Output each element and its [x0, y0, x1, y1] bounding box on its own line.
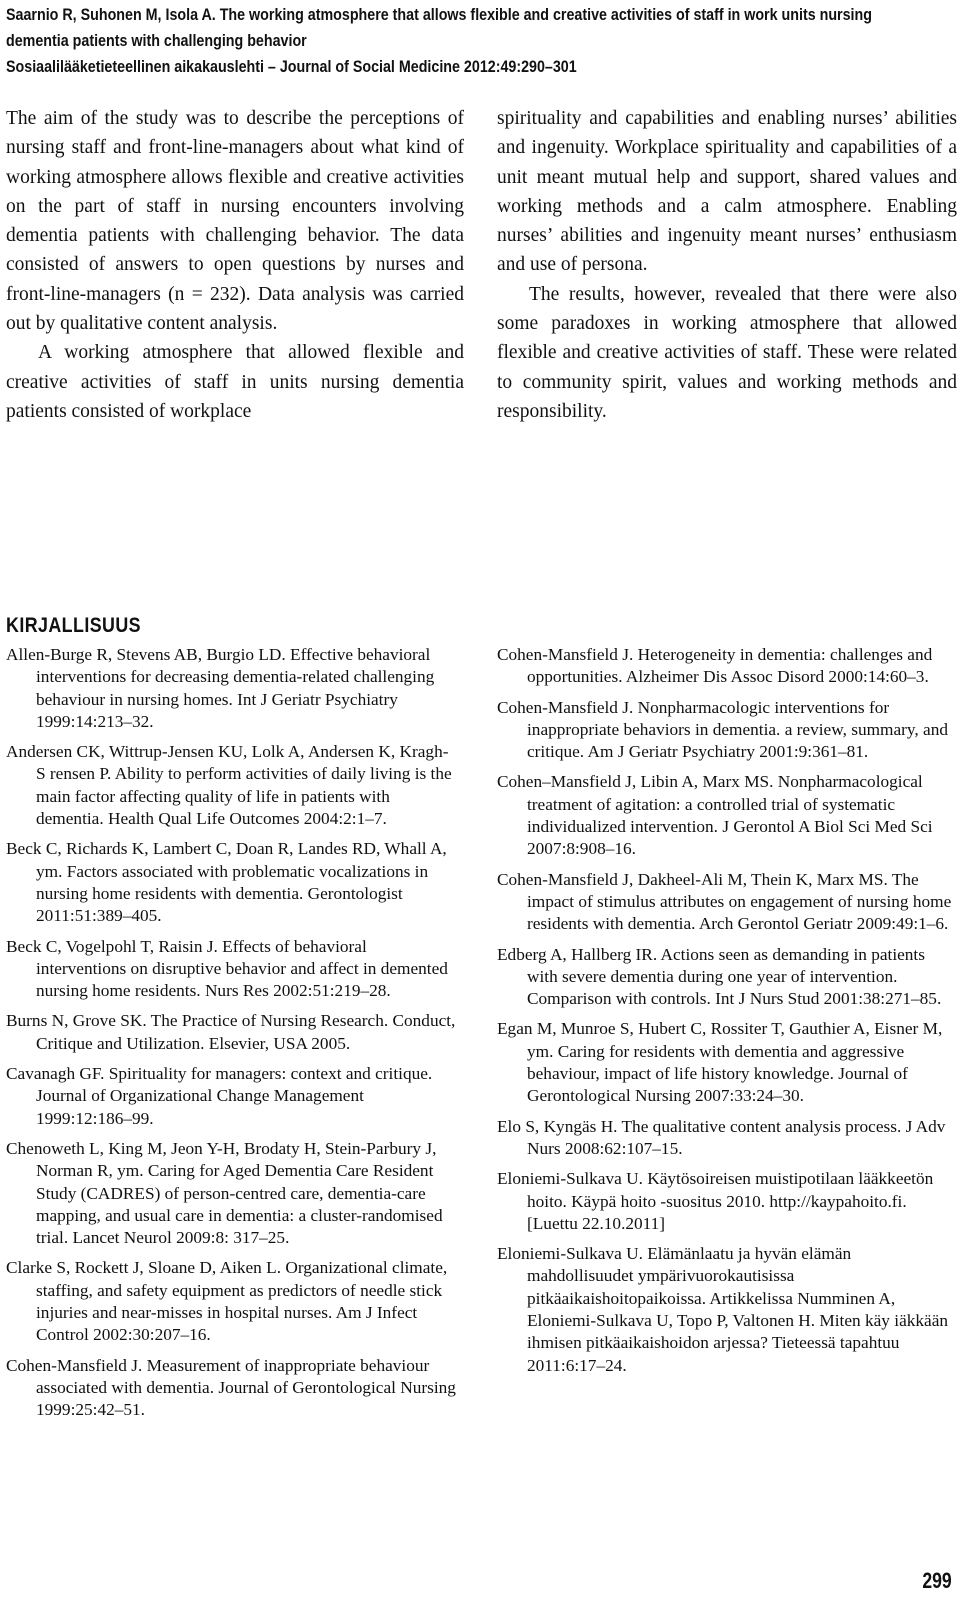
- references-left-column: [6, 644, 456, 1430]
- reference-item: Cohen-Mansfield J. Measurement of inappropriate behaviour associated with dementia. Journal of Gerontological Nursing 1999:25:42–51.: [6, 1355, 456, 1420]
- abstract-paragraph: A working atmosphere that allowed flexible and creative activities of staff in units nursing dementia patients consisted of workplace: [6, 342, 464, 422]
- abstract-paragraph: The results, however, revealed that there were also some paradoxes in working atmosphere that allowed flexible and creative activities of staff. These were related to community spirit, values and working methods and responsibility.: [497, 283, 957, 422]
- reference-item: Cohen-Mansfield J. Heterogeneity in dementia: challenges and opportunities. Alzheimer Dis Assoc Disord 2000:14:60–3.: [497, 645, 933, 687]
- reference-item: Egan M, Munroe S, Hubert C, Rossiter T, Gauthier A, Eisner M, ym. Caring for residents with dementia and aggressive behaviour, impact of life history knowledge. Journal of Gerontological Nursing 2007:33:24–30.: [497, 1019, 943, 1106]
- reference-item: Cohen-Mansfield J, Dakheel-Ali M, Thein K, Marx MS. The impact of stimulus attributes on engagement of nursing home residents with dementia. Arch Gerontol Geriatr 2009:49:1–6.: [497, 869, 952, 934]
- references-right-column: [497, 644, 957, 1385]
- reference-item: Chenoweth L, King M, Jeon Y-H, Brodaty H, Stein-Parbury J, Norman R, ym. Caring for Aged Dementia Care Resident Study (CADRES) of person-centred care, dementia-care mapping, and usual care in dementia: a cluster-randomised trial. Lancet Neurol 2009:8: 317–25.: [6, 1138, 443, 1248]
- reference-item: Cohen–Mansfield J, Libin A, Marx MS. Nonpharmacological treatment of agitation: a controlled trial of systematic individualized intervention. J Gerontol A Biol Sci Med Sci 2007:8:908–16.: [497, 772, 933, 859]
- reference-item: Cohen-Mansfield J. Nonpharmacologic interventions for inappropriate behaviors in dementia. a review, summary, and critique. Am J Geriatr Psychiatry 2001:9:361–81.: [497, 697, 949, 762]
- page-number: 299: [922, 1568, 952, 1593]
- header-citation-line-1: Saarnio R, Suhonen M, Isola A. The working atmosphere that allows flexible and creative activities of staff in work units nursing: [6, 5, 872, 24]
- reference-item: Edberg A, Hallberg IR. Actions seen as demanding in patients with severe dementia during one year of intervention. Comparison with controls. Int J Nurs Stud 2001:38:271–85.: [497, 944, 942, 1009]
- running-header: [6, 2, 943, 80]
- abstract-paragraph: spirituality and capabilities and enabling nurses’ abilities and ingenuity. Workplace spirituality and capabilities of a unit meant mutual help and support, shared values and working methods and a calm atmosphere. Enabling nurses’ abilities and ingenuity meant nurses’ enthusiasm and use of persona.: [497, 108, 957, 276]
- references-heading: KIRJALLISUUS: [6, 614, 142, 637]
- abstract-right-column: [497, 104, 957, 426]
- reference-item: Elo S, Kyngäs H. The qualitative content analysis process. J Adv Nurs 2008:62:107–15.: [497, 1116, 946, 1158]
- abstract-left-column: [6, 104, 464, 426]
- abstract-paragraph: The aim of the study was to describe the perceptions of nursing staff and front-line-managers about what kind of working atmosphere allows flexible and creative activities on the part of staff in nursing encounters involving dementia patients with challenging behavior. The data consisted of answers to open questions by nurses and front-line-managers (n = 232). Data analysis was carried out by qualitative content analysis.: [6, 108, 464, 335]
- header-citation-line-2: dementia patients with challenging behavior: [6, 31, 307, 50]
- reference-item: Clarke S, Rockett J, Sloane D, Aiken L. Organizational climate, staffing, and safety equipment as predictors of needle stick injuries and near-misses in hospital nurses. Am J Infect Control 2002:30:207–16.: [6, 1258, 448, 1345]
- header-journal-line: Sosiaalilääketieteellinen aikakauslehti – Journal of Social Medicine 2012:49:290–301: [6, 57, 577, 76]
- reference-item: Allen-Burge R, Stevens AB, Burgio LD. Effective behavioral interventions for decreasing dementia-related challenging behaviour in nursing homes. Int J Geriatr Psychiatry 1999:14:213–32.: [6, 645, 435, 731]
- reference-item: Cavanagh GF. Spirituality for managers: context and critique. Journal of Organizational Change Management 1999:12:186–99.: [6, 1064, 433, 1128]
- reference-item: Beck C, Richards K, Lambert C, Doan R, Landes RD, Whall A, ym. Factors associated with problematic vocalizations in nursing home residents with dementia. Gerontologist 2011:51:389–405.: [6, 839, 447, 926]
- reference-item: Eloniemi-Sulkava U. Elämänlaatu ja hyvän elämän mahdollisuudet ympärivuorokautisissa pitkäaikaishoitopaikoissa. Artikkelissa Numminen A, Eloniemi-Sulkava U, Topo P, Valtonen H. Miten käy iäkkään ihmisen pitkäaikaishoidon arjessa? Tieteessä tapahtuu 2011:6:17–24.: [497, 1244, 948, 1375]
- reference-item: Beck C, Vogelpohl T, Raisin J. Effects of behavioral interventions on disruptive behavior and affect in demented nursing home residents. Nurs Res 2002:51:219–28.: [6, 936, 448, 1001]
- reference-item: Eloniemi-Sulkava U. Käytösoireisen muistipotilaan lääkkeetön hoito. Käypä hoito -suositus 2010. http://kaypahoito.fi. [Luettu 22.10.2011]: [497, 1169, 934, 1233]
- reference-item: Andersen CK, Wittrup-Jensen KU, Lolk A, Andersen K, Kragh-S rensen P. Ability to perform activities of daily living is the main factor affecting quality of life in patients with dementia. Health Qual Life Outcomes 2004:2:1–7.: [6, 742, 452, 829]
- reference-item: Burns N, Grove SK. The Practice of Nursing Research. Conduct, Critique and Utilization. Elsevier, USA 2005.: [6, 1011, 456, 1053]
